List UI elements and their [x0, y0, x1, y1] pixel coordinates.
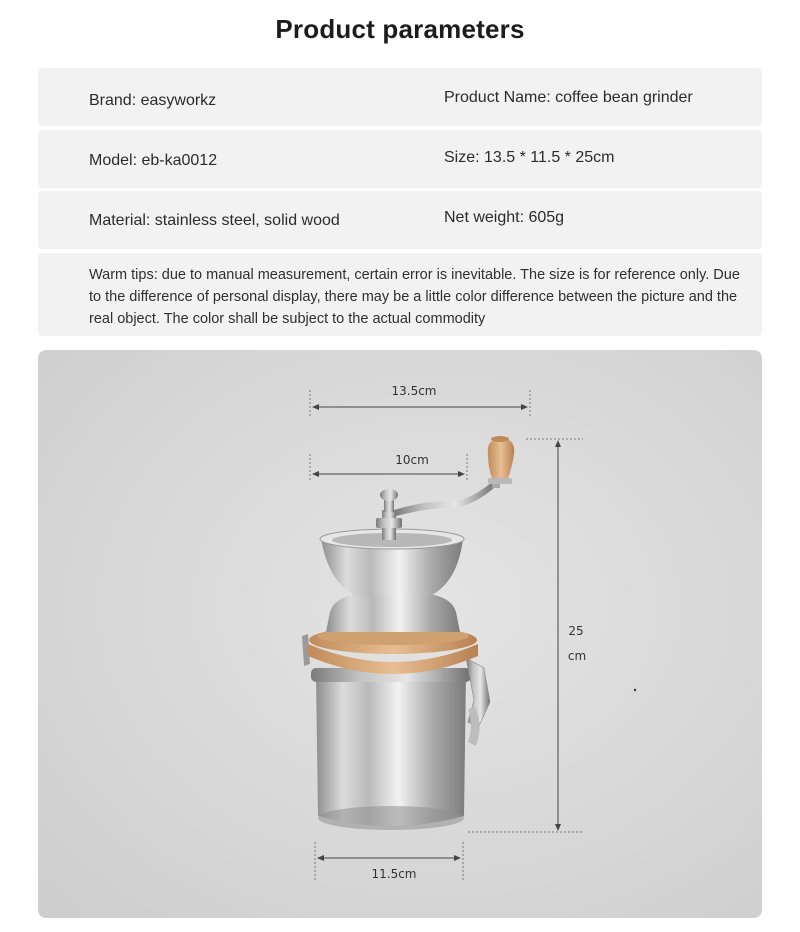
product-photo	[38, 350, 762, 918]
material-spec: Material: stainless steel, solid wood	[89, 212, 340, 229]
inner-width-label: 10cm	[395, 453, 429, 467]
product-name-spec: Product Name: coffee bean grinder	[444, 89, 693, 106]
spec-row-material	[38, 191, 762, 249]
base-width-label: 11.5cm	[371, 867, 417, 881]
warm-tips-text: Warm tips: due to manual measurement, certain error is inevitable. The size is for reference only. Due to the difference of personal display, there may be a little color difference between the picture and the real object. The color shall be subject to the actual commodity	[89, 267, 740, 327]
spec-row-model	[38, 130, 762, 188]
net-weight-spec: Net weight: 605g	[444, 209, 565, 226]
dimension-height	[468, 439, 586, 832]
warm-tips-row	[38, 253, 762, 336]
speck	[634, 689, 636, 691]
page-title: Product parameters	[275, 14, 525, 44]
height-unit-label: cm	[567, 649, 587, 663]
dimension-base-width	[315, 842, 463, 881]
model-spec: Model: eb-ka0012	[89, 152, 218, 169]
dimension-inner-width	[310, 453, 467, 482]
size-spec: Size: 13.5 * 11.5 * 25cm	[444, 149, 615, 166]
dimension-top-width	[310, 384, 530, 416]
coffee-grinder	[302, 436, 514, 830]
grinder-illustration	[38, 350, 762, 918]
top-width-label: 13.5cm	[391, 384, 437, 398]
height-value-label: 25	[568, 624, 584, 638]
spec-row-brand	[38, 68, 762, 126]
brand-spec: Brand: easyworkz	[89, 92, 217, 109]
